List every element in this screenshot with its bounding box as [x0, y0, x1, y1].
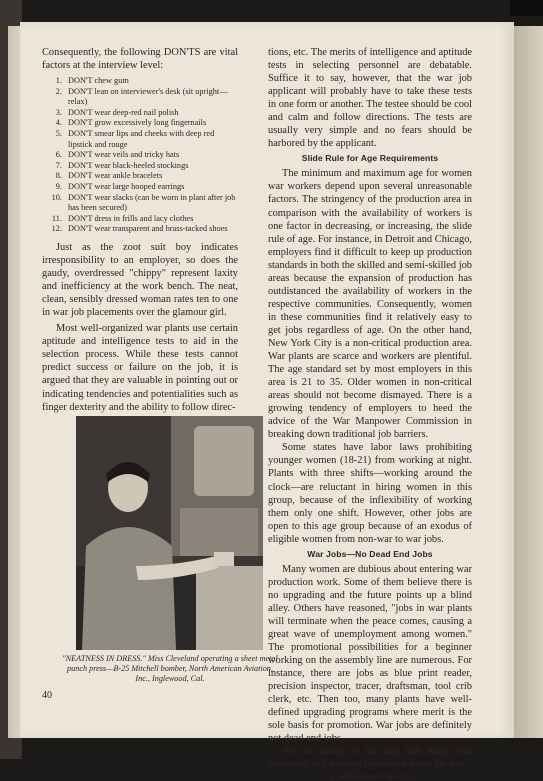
list-item-text: DON'T lean on interviewer's desk (sit upright—relax)	[68, 86, 228, 107]
list-item-number: 5.	[55, 129, 62, 139]
left-column	[42, 46, 238, 414]
donts-list-item	[42, 171, 238, 182]
heading-no-dead-end: War Jobs—No Dead End Jobs	[307, 548, 433, 559]
list-item-text: DON'T chew gum	[68, 76, 129, 86]
donts-intro: Consequently, the following DON'TS are vital factors at the interview level:	[42, 47, 238, 72]
donts-list-item	[42, 214, 238, 225]
list-item-text: DON'T wear veils and tricky hats	[68, 150, 180, 160]
donts-list-item	[42, 150, 238, 161]
list-item-number: 11.	[51, 213, 62, 223]
list-item-number: 6.	[55, 150, 62, 160]
donts-list-item	[42, 118, 238, 129]
scan-corner-mark	[510, 0, 543, 16]
list-item-text: DON'T wear transparent and brass-tacked shoes	[68, 224, 228, 234]
list-item-number: 2.	[55, 86, 62, 96]
list-item-number: 3.	[55, 107, 62, 117]
paragraph-age-requirements: The minimum and maximum age for women war workers depend upon several unreasonable factors. The stringency of the production area in comparison with the availability of workers is one factor in decreasing, or increasing, the slide rule of age. For instance, in Detroit and Chicago, employers find it difficult to keep up production standards in both the skilled and semi-skilled job areas because the expansion of production has outdistanced the availability of workers in the respective communities. Consequently, women in these communities find it relatively easy to get jobs regardless of age. On the other hand, New York City is a non-critical production area. War plants are scarce and workers are plentiful. The age standard set by most employers in this area is 21 to 35. Older women in non-critical areas should not become dismayed. There is a growing tendency of employers to heed the advice of the War Manpower Commission in breaking down traditional job barriers.	[268, 168, 472, 441]
list-item-text: DON'T wear deep-red nail polish	[68, 107, 179, 117]
list-item-number: 12.	[51, 224, 62, 234]
list-item-number: 7.	[55, 160, 62, 170]
donts-list	[42, 76, 238, 235]
list-item-number: 1.	[55, 76, 62, 86]
donts-list-item	[42, 161, 238, 172]
donts-list-item	[42, 224, 238, 235]
page-number: 40	[42, 690, 52, 701]
list-item-text: DON'T smear lips and cheeks with deep red lipstick and rouge	[68, 129, 215, 149]
list-item-text: DON'T wear ankle bracelets	[68, 171, 163, 181]
paragraph-tests-merit: tions, etc. The merits of intelligence and aptitude tests in selecting personnel are debatable. Suffice it to say, however, that the war job applicant will probably have to take these tests in one form or another. The testee should be cool and calm and follow directions. The tests are usually very simple and no fears should be harbored by the applicant.	[268, 47, 472, 150]
list-item-number: 10.	[51, 192, 62, 202]
list-item-number: 8.	[55, 171, 62, 181]
list-item-number: 9.	[55, 182, 62, 192]
heading-age-requirements: Slide Rule for Age Requirements	[301, 153, 439, 164]
continued-note: (Continued on Page 91)	[330, 772, 410, 781]
list-item-text: DON'T grow excessively long fingernails	[68, 118, 207, 128]
next-page-edge	[514, 26, 543, 738]
donts-list-item	[42, 108, 238, 119]
factory-worker-photo	[76, 416, 263, 650]
paragraph-labor-laws: Some states have labor laws prohibiting younger women (18-21) from working at night. Plants with three shifts—working around the clock—are reluctant in hiring women in this group, because of the inflexibility of working them only one shift. However, other jobs are open to this age group because of an exodus of eligible women from non-war to war jobs.	[268, 442, 472, 545]
donts-list-item	[42, 76, 238, 87]
list-item-number: 4.	[55, 118, 62, 128]
photo-caption: "NEATNESS IN DRESS." Miss Cleveland operating a sheet metal punch press—B-25 Mitchell bomber, North American Aviation, Inc., Inglewood, Cal.	[62, 654, 278, 683]
list-item-text: DON'T wear large hooped earrings	[68, 182, 185, 192]
right-column	[268, 46, 472, 781]
donts-list-item	[42, 129, 238, 150]
donts-list-item	[42, 193, 238, 214]
paragraph-dead-end-jobs: Many women are dubious about entering war production work. Some of them believe there is no upgrading and the future points up a blind alley. Others have reasoned, "jobs in war plants will terminate when the peace comes, causing a great wave of unemployment among women." The promotional possibilities for a beginner working on the assembly line are numerous. For instance, there are jobs as blue print reader, precision inspector, tracer, draftsman, tool crib clerk, etc. Then too, many plants have well-defined upgrading programs where merit is the sole basis for promotion. War jobs are definitely not dead end jobs.	[268, 563, 472, 745]
list-item-text: DON'T wear black-heeled stockings	[68, 160, 189, 170]
photo-illustration	[76, 416, 263, 650]
donts-list-item	[42, 87, 238, 108]
paragraph-liquidation: We are aware of the fact that many war industries will become liquidated when the war	[268, 746, 472, 771]
scan-top-border	[0, 0, 543, 22]
list-item-text: DON'T wear slacks (can be worn in plant after job has been secured)	[68, 192, 236, 213]
paragraph-zoot-suit: Just as the zoot suit boy indicates irresponsibility to an employer, so does the gaudy, overdressed "chippy" represent laxity and inefficiency at the work bench. The neat, clean, sensibly dressed woman rates ten to one in war job placements over the glamour girl.	[42, 242, 238, 319]
paragraph-aptitude-tests: Most well-organized war plants use certain aptitude and intelligence tests to aid in the selection process. While these tests cannot predict success or failure on the job, it is argued that they are valuable in pointing out or indicating tendencies and potentialities such as finger dexterity and the ability to follow direc-	[42, 323, 238, 413]
list-item-text: DON'T dress in frills and lacy clothes	[68, 213, 194, 223]
donts-list-item	[42, 182, 238, 193]
